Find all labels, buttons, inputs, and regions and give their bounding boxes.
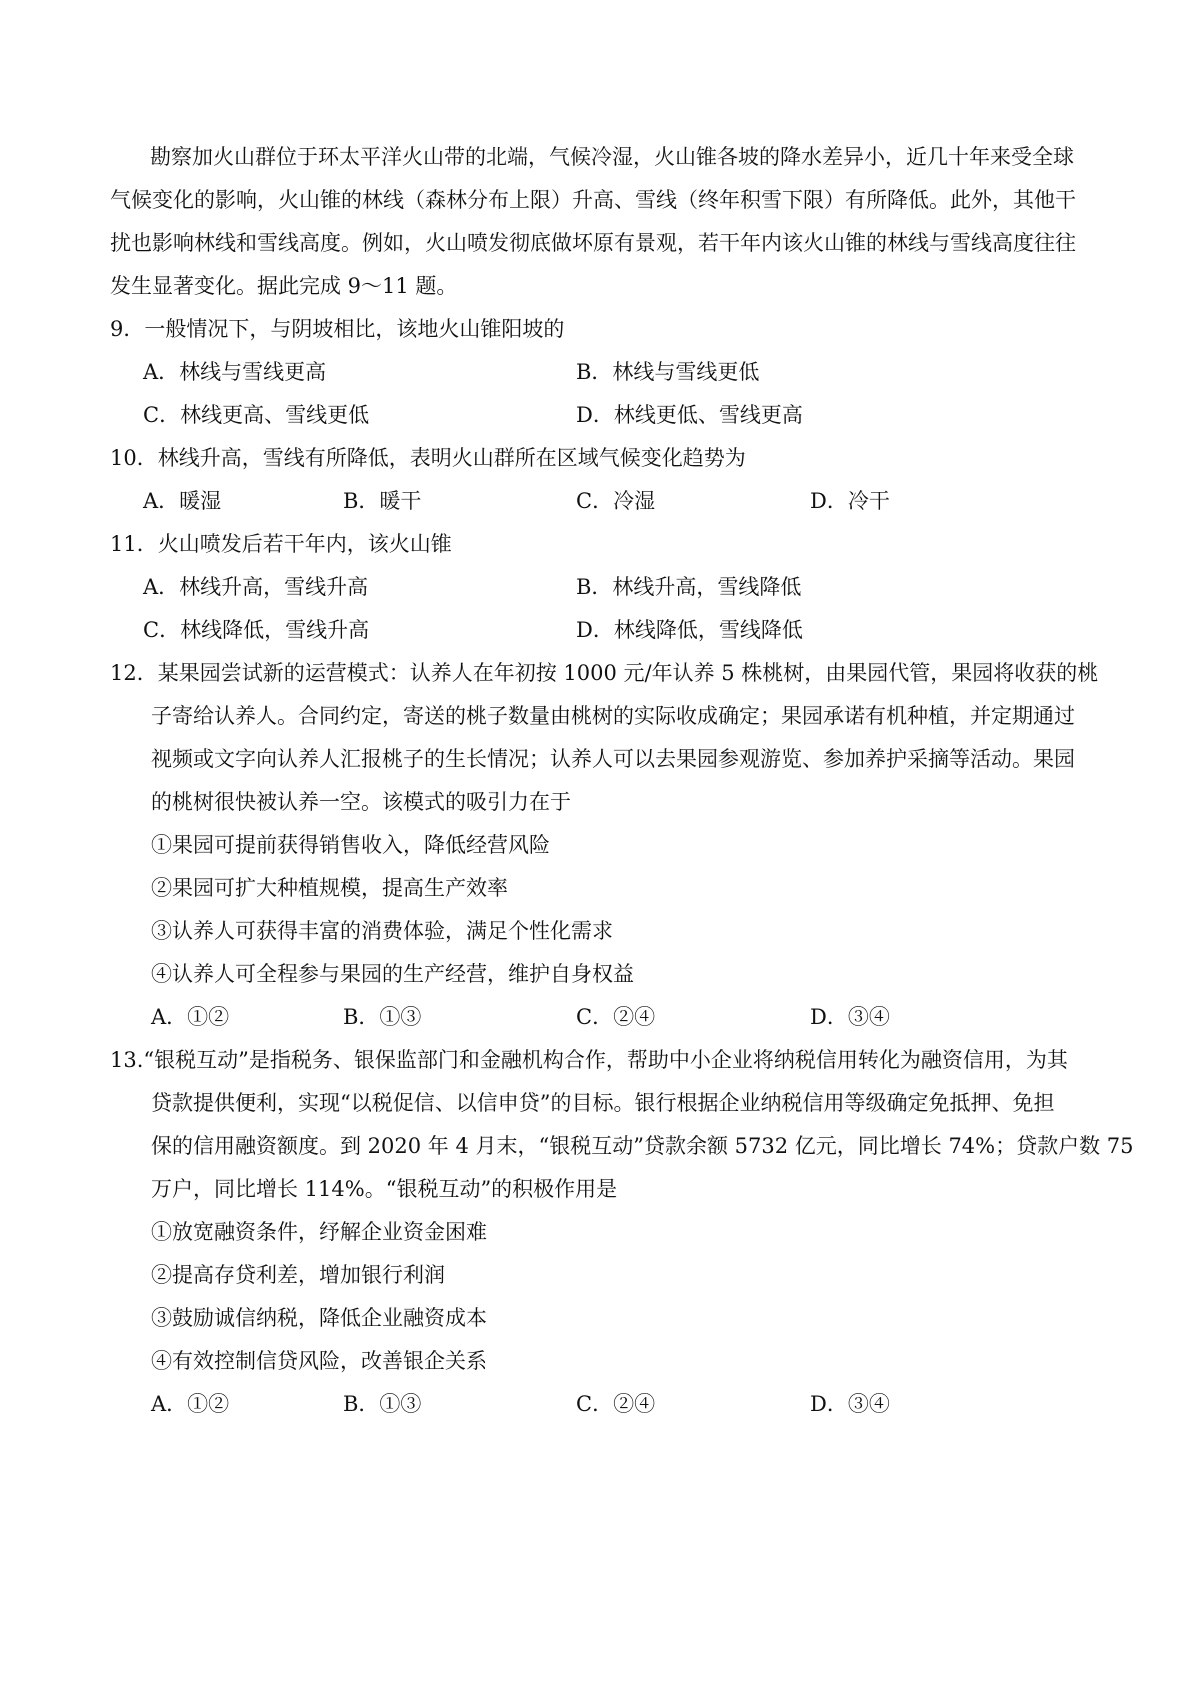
question-stem: 10．林线升高，雪线有所降低，表明火山群所在区域气候变化趋势为 xyxy=(110,446,746,470)
passage-line: 气候变化的影响，火山锥的林线（森林分布上限）升高、雪线（终年积雪下限）有所降低。此外，其他干 xyxy=(110,188,1076,212)
question-stem-line: 视频或文字向认养人汇报桃子的生长情况；认养人可以去果园参观游览、参加养护采摘等活动。果园 xyxy=(151,747,1075,771)
statement-item: ①果园可提前获得销售收入，降低经营风险 xyxy=(151,833,550,857)
statement-item: ①放宽融资条件，纾解企业资金困难 xyxy=(151,1220,487,1244)
option-c: C．②④ xyxy=(576,1392,656,1416)
option-a: A．林线升高，雪线升高 xyxy=(143,575,369,599)
statement-item: ③鼓励诚信纳税，降低企业融资成本 xyxy=(151,1306,487,1330)
question-stem-line: 的桃树很快被认养一空。该模式的吸引力在于 xyxy=(151,790,571,814)
statement-item: ④有效控制信贷风险，改善银企关系 xyxy=(151,1349,487,1373)
passage-line: 扰也影响林线和雪线高度。例如，火山喷发彻底做坏原有景观，若干年内该火山锥的林线与雪线高度往往 xyxy=(110,231,1076,255)
option-b: B．林线升高，雪线降低 xyxy=(576,575,802,599)
option-c: C．林线降低，雪线升高 xyxy=(143,618,370,642)
question-stem-line: 12．某果园尝试新的运营模式：认养人在年初按 1000 元/年认养 5 株桃树，由果园代管，果园将收获的桃 xyxy=(110,661,1099,685)
option-b: B．①③ xyxy=(343,1005,422,1029)
option-b: B．①③ xyxy=(343,1392,422,1416)
statement-item: ③认养人可获得丰富的消费体验，满足个性化需求 xyxy=(151,919,613,943)
option-a: A．①② xyxy=(151,1392,230,1416)
statement-item: ②果园可扩大种植规模，提高生产效率 xyxy=(151,876,508,900)
option-d: D．林线更低、雪线更高 xyxy=(576,403,803,427)
option-d: D．林线降低，雪线降低 xyxy=(576,618,803,642)
statement-item: ④认养人可全程参与果园的生产经营，维护自身权益 xyxy=(151,962,634,986)
question-stem-line: 万户，同比增长 114%。“银税互动”的积极作用是 xyxy=(151,1177,618,1201)
statement-item: ②提高存贷利差，增加银行利润 xyxy=(151,1263,445,1287)
option-a: A．①② xyxy=(151,1005,230,1029)
question-stem: 9．一般情况下，与阴坡相比，该地火山锥阳坡的 xyxy=(110,317,565,341)
option-d: D．③④ xyxy=(810,1392,890,1416)
passage-line: 勘察加火山群位于环太平洋火山带的北端，气候冷湿，火山锥各坡的降水差异小，近几十年来受全球 xyxy=(150,145,1074,169)
question-stem-line: 保的信用融资额度。到 2020 年 4 月末，“银税互动”贷款余额 5732 亿元，同比增长 74%；贷款户数 75 xyxy=(151,1134,1134,1158)
option-a: A．林线与雪线更高 xyxy=(143,360,327,384)
option-b: B．暖干 xyxy=(343,489,422,513)
option-c: C．林线更高、雪线更低 xyxy=(143,403,370,427)
question-stem-line: 13.“银税互动”是指税务、银保监部门和金融机构合作，帮助中小企业将纳税信用转化为融资信用，为其 xyxy=(110,1048,1068,1072)
question-stem: 11．火山喷发后若干年内，该火山锥 xyxy=(110,532,452,556)
question-stem-line: 子寄给认养人。合同约定，寄送的桃子数量由桃树的实际收成确定；果园承诺有机种植，并定期通过 xyxy=(151,704,1075,728)
option-b: B．林线与雪线更低 xyxy=(576,360,760,384)
option-c: C．冷湿 xyxy=(576,489,656,513)
question-stem-line: 贷款提供便利，实现“以税促信、以信申贷”的目标。银行根据企业纳税信用等级确定免抵押、免担 xyxy=(151,1091,1055,1115)
option-c: C．②④ xyxy=(576,1005,656,1029)
option-d: D．冷干 xyxy=(810,489,890,513)
option-d: D．③④ xyxy=(810,1005,890,1029)
option-a: A．暖湿 xyxy=(143,489,222,513)
passage-line: 发生显著变化。据此完成 9～11 题。 xyxy=(110,274,458,298)
